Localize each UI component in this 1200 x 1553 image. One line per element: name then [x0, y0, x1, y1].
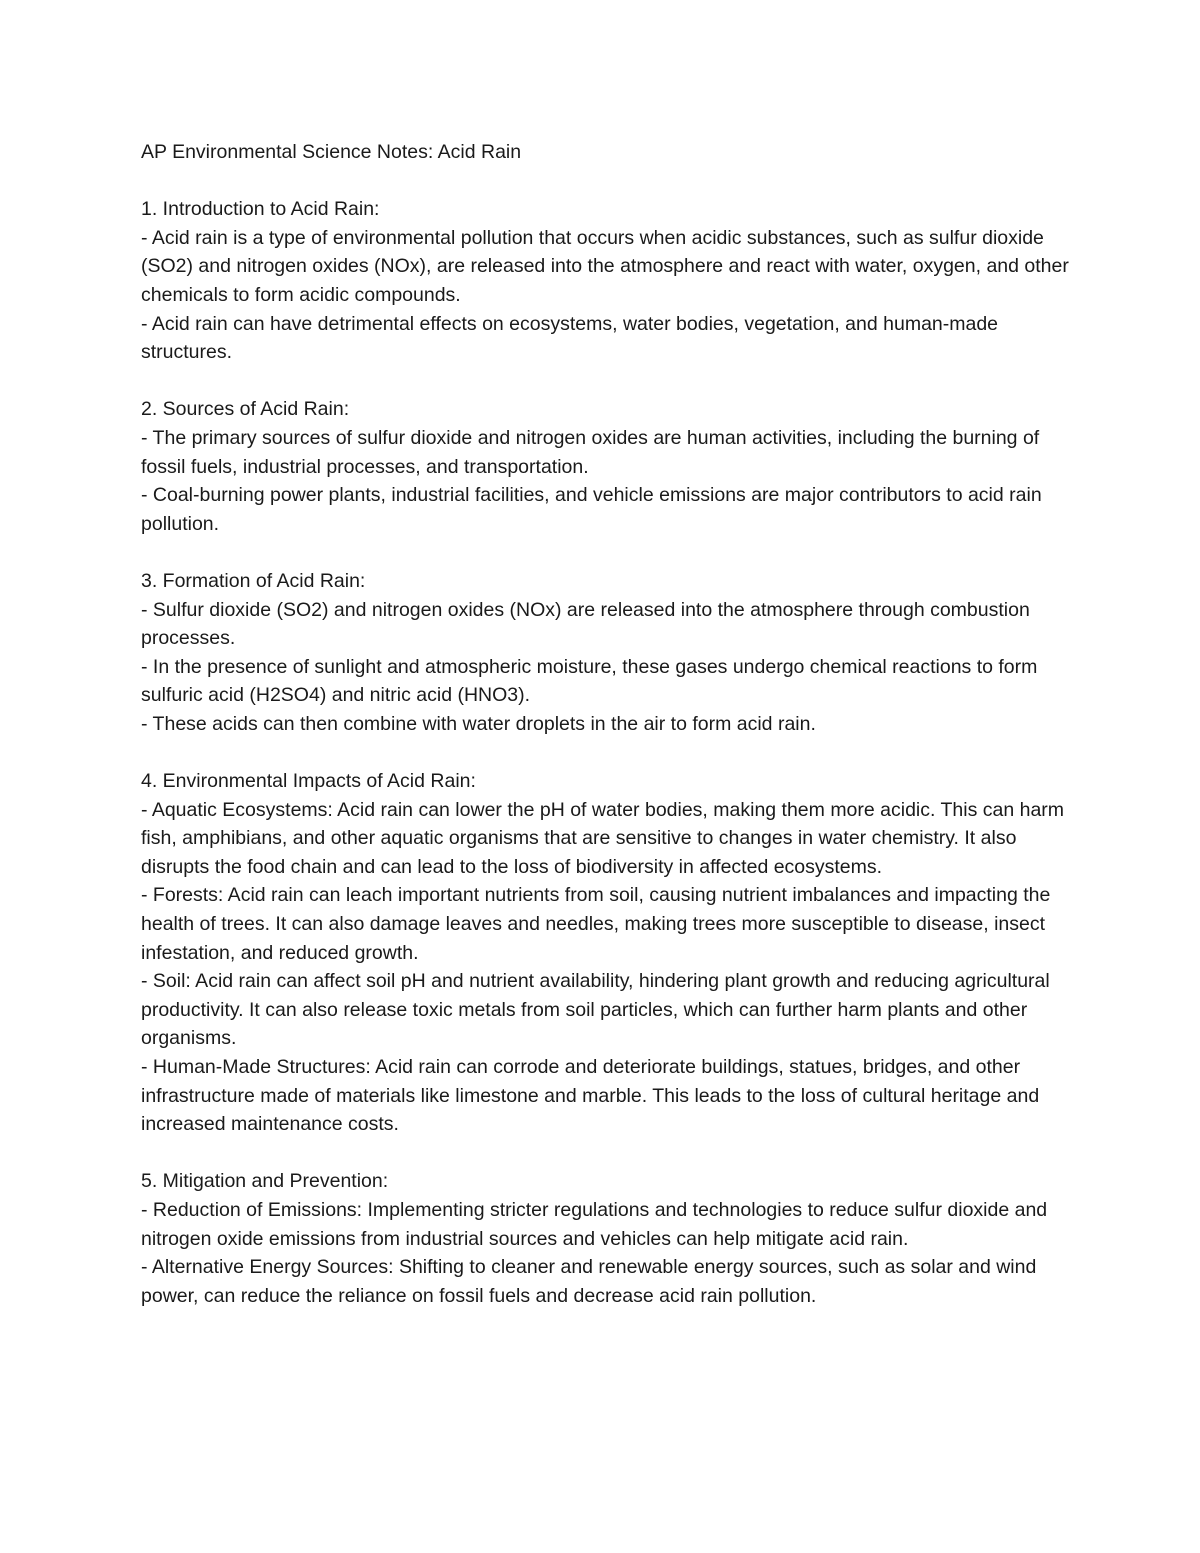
section-mitigation [141, 1167, 1071, 1310]
section-heading: 2. Sources of Acid Rain: [141, 398, 350, 421]
bullet-point: - Acid rain can have detrimental effects on ecosystems, water bodies, vegetation, and human-made structures. [141, 312, 999, 364]
bullet-point: - Soil: Acid rain can affect soil pH and nutrient availability, hindering plant growth and reducing agricultural productivity. It can also release toxic metals from soil particles, which can further harm plants and other organisms. [141, 970, 1050, 1050]
section-heading: 5. Mitigation and Prevention: [141, 1170, 389, 1193]
section-sources [141, 395, 1071, 538]
bullet-point: - Sulfur dioxide (SO2) and nitrogen oxides (NOx) are released into the atmosphere through combustion processes. [141, 598, 1030, 650]
bullet-point: - The primary sources of sulfur dioxide and nitrogen oxides are human activities, including the burning of fossil fuels, industrial processes, and transportation. [141, 426, 1040, 478]
section-introduction [141, 195, 1071, 367]
section-heading: 4. Environmental Impacts of Acid Rain: [141, 770, 476, 793]
bullet-point: - Coal-burning power plants, industrial facilities, and vehicle emissions are major contributors to acid rain pollution. [141, 484, 1042, 535]
bullet-point: - Aquatic Ecosystems: Acid rain can lower the pH of water bodies, making them more acidic. This can harm fish, amphibians, and other aquatic organisms that are sensitive to changes in water chemistry. It also disrupts the food chain and can lead to the loss of biodiversity in affected ecosystems. [141, 798, 1065, 878]
section-heading: 3. Formation of Acid Rain: [141, 569, 366, 592]
bullet-point: - These acids can then combine with water droplets in the air to form acid rain. [141, 712, 816, 735]
bullet-point: - Reduction of Emissions: Implementing stricter regulations and technologies to reduce sulfur dioxide and nitrogen oxide emissions from industrial sources and vehicles can help mitigate acid rain. [141, 1198, 1048, 1250]
bullet-point: - In the presence of sunlight and atmospheric moisture, these gases undergo chemical reactions to form sulfuric acid (H2SO4) and nitric acid (HNO3). [141, 655, 1038, 707]
section-formation [141, 567, 1071, 739]
bullet-point: - Forests: Acid rain can leach important nutrients from soil, causing nutrient imbalances and impacting the health of trees. It can also damage leaves and needles, making trees more susceptible to disease, insect infestation, and reduced growth. [141, 884, 1051, 964]
document-page [141, 138, 1071, 1339]
bullet-point: - Human-Made Structures: Acid rain can corrode and deteriorate buildings, statues, bridges, and other infrastructure made of materials like limestone and marble. This leads to the loss of cultural heritage and increased maintenance costs. [141, 1056, 1040, 1136]
section-environmental-impacts [141, 767, 1071, 1139]
bullet-point: - Alternative Energy Sources: Shifting to cleaner and renewable energy sources, such as solar and wind power, can reduce the reliance on fossil fuels and decrease acid rain pollution. [141, 1256, 1037, 1307]
document-title: AP Environmental Science Notes: Acid Rain [141, 141, 522, 163]
section-heading: 1. Introduction to Acid Rain: [141, 198, 380, 221]
bullet-point: - Acid rain is a type of environmental pollution that occurs when acidic substances, such as sulfur dioxide (SO2) and nitrogen oxides (NOx), are released into the atmosphere and react with water, oxygen, and other chemicals to form acidic compounds. [141, 226, 1069, 306]
